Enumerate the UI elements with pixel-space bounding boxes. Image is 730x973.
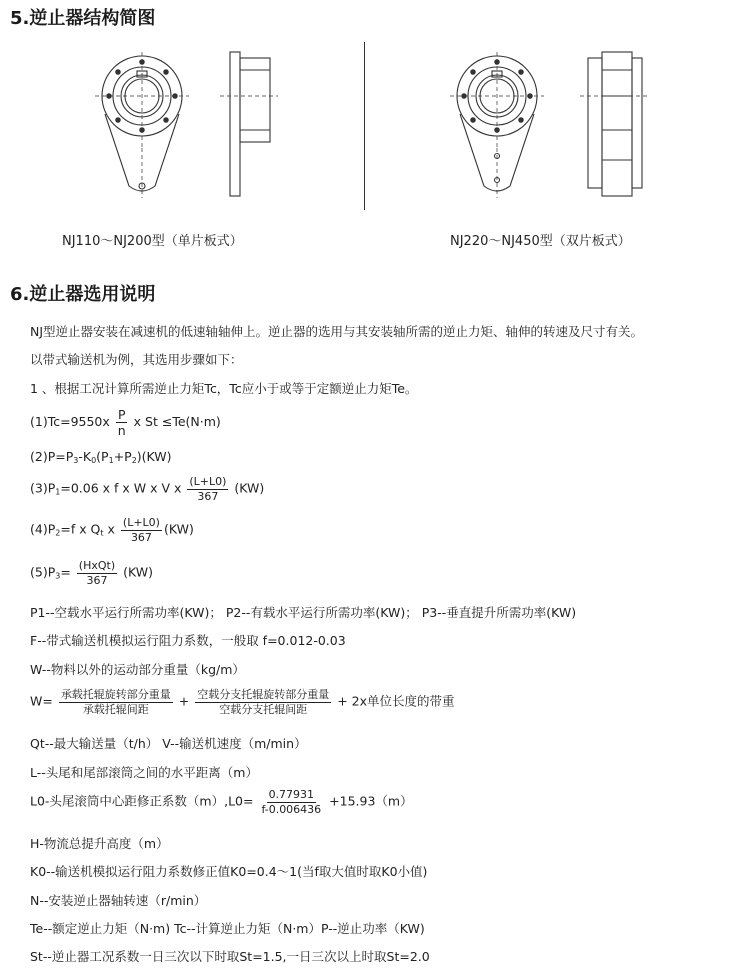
formula-2-t2: -K — [78, 449, 92, 464]
formula-w-num2: 空载分支托辊旋转部分重量 — [197, 688, 330, 701]
section6-title: 6.逆止器选用说明 — [10, 284, 156, 305]
formula-2-t4: +P — [113, 449, 132, 464]
formula-5-pre: (5)P — [30, 564, 56, 580]
formula-w-den1: 承载托辊间距 — [82, 702, 149, 716]
formula-w-fraction-1 — [59, 689, 173, 715]
def-k0: K0--输送机模拟运行阻力系数修正值K0=0.4～1(当f取大值时取K0小值) — [30, 864, 428, 879]
def-st: St--逆止器工况系数一日三次以下时取St=1.5,一日三次以上时取St=2.0 — [30, 949, 430, 964]
formula-l0-fraction — [259, 789, 323, 815]
formula-5-mid: = — [60, 564, 75, 580]
formula-4-post: (KW) — [163, 521, 194, 537]
section5-title: 5.逆止器结构简图 — [10, 8, 156, 29]
formula-2-s3: 1 — [108, 456, 114, 465]
formula-4-s1: 2 — [55, 528, 61, 538]
intro-line-2: 以带式输送机为例，其选用步骤如下： — [30, 352, 243, 367]
def-qt: Qt--最大输送量（t/h） V--输送机速度（m/min） — [30, 736, 307, 751]
formula-5-num: (HxQt) — [78, 559, 116, 572]
formula-1-post: x St ≤Te(N·m) — [129, 414, 221, 430]
formula-5-post: (KW) — [119, 564, 153, 580]
formula-l0-post: +15.93（m） — [325, 793, 413, 809]
formula-5-den: 367 — [86, 573, 108, 587]
formula-l0-num: 0.77931 — [268, 788, 315, 801]
formula-5-fraction — [77, 560, 117, 586]
formula-4-mid2: x — [103, 521, 119, 537]
formula-2-t1: (2)P=P — [30, 449, 74, 464]
step-1: 1 、根据工况计算所需逆止力矩Tc，Tc应小于或等于定额逆止力矩Te。 — [30, 381, 418, 396]
nj110-front-view-drawing — [95, 52, 190, 202]
formula-2-s4: 2 — [131, 456, 137, 465]
formula-4-fraction — [121, 517, 162, 543]
formula-l0-pre: L0-头尾滚筒中心距修正系数（m）,L0= — [30, 793, 258, 809]
formula-2-t5: )(KW) — [136, 449, 172, 464]
formula-w-den2: 空载分支托辊间距 — [219, 702, 308, 716]
formula-4-den: 367 — [130, 530, 152, 544]
formula-4 — [30, 517, 194, 543]
formula-3 — [30, 476, 264, 502]
formula-2-t3: (P — [96, 449, 109, 464]
formula-3-post: (KW) — [230, 480, 265, 496]
caption-nj110: NJ110～NJ200型（单片板式） — [62, 234, 243, 249]
caption-nj220: NJ220～NJ450型（双片板式） — [450, 234, 631, 249]
formula-4-pre: (4)P — [30, 521, 56, 537]
formula-4-num: (L+L0) — [122, 516, 160, 529]
def-te: Te--额定逆止力矩（N·m) Tc--计算逆止力矩（N·m）P--逆止功率（KW) — [30, 921, 425, 936]
formula-3-num: (L+L0) — [189, 475, 227, 488]
formula-l0 — [30, 789, 413, 815]
nj220-front-view-drawing — [450, 52, 545, 202]
formula-1-fraction — [116, 408, 128, 437]
formula-2-s1: 3 — [73, 456, 79, 465]
formula-1 — [30, 408, 221, 437]
formula-w-num1: 承载托辊旋转部分重量 — [60, 688, 171, 701]
formula-3-den: 367 — [197, 489, 219, 503]
formula-w-pre: W= — [30, 693, 57, 709]
formula-4-s2: t — [100, 528, 104, 538]
diagram-divider — [364, 42, 365, 210]
def-w: W--物料以外的运动部分重量（kg/m） — [30, 662, 245, 677]
nj220-side-view-drawing — [580, 50, 650, 200]
formula-l0-den: f-0.006436 — [261, 802, 322, 816]
def-f: F--带式输送机模拟运行阻力系数，一般取 f=0.012-0.03 — [30, 633, 346, 648]
formula-1-pre: (1)Tc=9550x — [30, 414, 114, 430]
def-l: L--头尾和尾部滚筒之间的水平距离（m） — [30, 765, 258, 780]
formula-3-s1: 1 — [55, 487, 61, 497]
formula-1-num: P — [117, 407, 126, 422]
formula-4-mid: =f x Q — [60, 521, 101, 537]
def-h: H-物流总提升高度（m） — [30, 836, 169, 851]
formula-5 — [30, 560, 153, 586]
formula-3-fraction — [187, 476, 228, 502]
def-p: P1--空载水平运行所需功率(KW)； P2--有载水平运行所需功率(KW)； P3--垂直提升所需功率(KW) — [30, 605, 577, 620]
formula-1-den: n — [117, 423, 126, 439]
formula-2-s2: 0 — [91, 456, 97, 465]
formula-5-s1: 3 — [55, 571, 61, 581]
formula-w-plus: + — [174, 693, 194, 709]
nj110-side-view-drawing — [220, 50, 280, 200]
intro-line-1: NJ型逆止器安装在减速机的低速轴轴伸上。逆止器的选用与其安装轴所需的逆止力矩、轴伸的转速及尺寸有关。 — [30, 324, 644, 339]
formula-3-pre: (3)P — [30, 480, 56, 496]
formula-2 — [30, 449, 172, 465]
formula-w-fraction-2 — [195, 689, 331, 715]
def-n: N--安装逆止器轴转速（r/min） — [30, 893, 207, 908]
formula-3-mid: =0.06 x f x W x V x — [60, 480, 186, 496]
formula-w — [30, 689, 455, 715]
formula-w-post: + 2x单位长度的带重 — [333, 693, 455, 709]
